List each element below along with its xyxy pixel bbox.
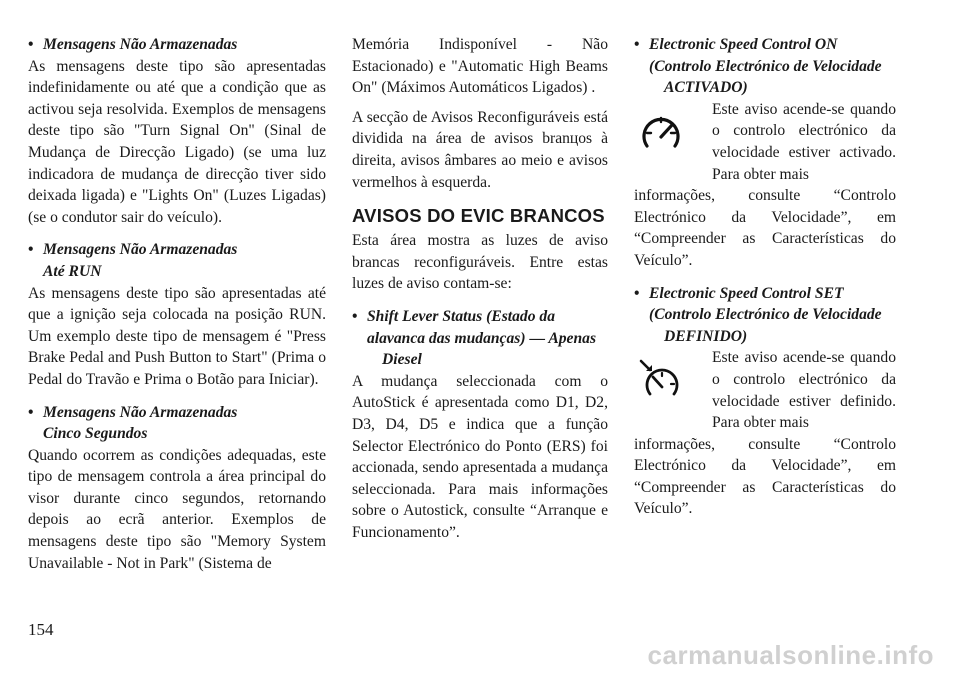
paragraph: A secção de Avisos Reconfiguráveis está dividida na área de avisos branцos à direita, avisos âmbares ao meio e avisos vermelhos à esquerda.	[352, 108, 608, 191]
bullet-icon: •	[28, 403, 34, 421]
bullet-title: Mensagens Não Armazenadas	[43, 241, 238, 259]
paragraph: Este aviso acende-se quando o controlo electrónico da velocidade estiver definido. Para obter mais	[712, 349, 896, 432]
paragraph: Quando ocorrem as condições adequadas, este tipo de mensagem controla a área principal do visor durante cinco segundos, retornando depois ao ecrã anterior. Exemplos de mensagens deste tipo são "Memory System Unavailable - Not in Park" (Sistema de	[28, 446, 326, 572]
icon-paragraph	[634, 347, 896, 433]
paragraph: Este aviso acende-se quando o controlo electrónico da velocidade estiver activado. Para obter mais	[712, 100, 896, 183]
bullet-heading	[28, 239, 326, 282]
bullet-icon: •	[28, 241, 34, 259]
paragraph: As mensagens deste tipo são apresentadas indefinidamente ou até que a condição que as activou seja resolvida. Exemplos de mensagens deste tipo são "Turn Signal On" (Sinal de Mudança de Direcção Ligado) (se uma luz indicadora de mudança de direcção tiver sido deixada ligada) e "Lights On" (Luzes Ligadas) (se o condutor sair do veículo).	[28, 57, 326, 226]
bullet-title: Mensagens Não Armazenadas	[43, 36, 238, 53]
section-heading: AVISOS DO EVIC BRANCOS	[352, 205, 605, 227]
bullet-subtitle: Cinco Segundos	[43, 425, 148, 443]
icon-paragraph	[634, 99, 896, 185]
paragraph: informações, consulte “Controlo Electrónico da Velocidade”, em “Compreender as Características do Veículo”.	[634, 187, 896, 269]
bullet-title: Mensagens Não Armazenadas	[43, 403, 238, 421]
column-right	[634, 34, 896, 531]
bullet-title: Electronic Speed Control SET	[649, 284, 844, 302]
speedometer-set-icon	[638, 357, 684, 403]
paragraph: A mudança seleccionada com o AutoStick é apresentada como D1, D2, D3, D4, D5 e indica que a função Selector Electrónico do Ponto (ERS) foi accionada, sendo apresentada a mudança seleccionada. Para mais informações sobre o Autostick, consulte “Arranque e Funcionamento”.	[352, 372, 608, 541]
bullet-icon: •	[634, 284, 640, 302]
bullet-subtitle: alavanca das mudanças) — Apenas Diesel	[367, 329, 597, 369]
bullet-heading	[634, 34, 896, 99]
page-number: 154	[28, 620, 54, 639]
bullet-subtitle: (Controlo Electrónico de Velocidade DEFINIDO)	[649, 306, 882, 345]
paragraph: informações, consulte “Controlo Electrónico da Velocidade”, em “Compreender as Características do Veículo”.	[634, 435, 896, 518]
column-left	[28, 34, 326, 585]
bullet-icon: •	[28, 36, 34, 53]
bullet-heading	[28, 402, 326, 445]
bullet-title: Electronic Speed Control ON	[649, 36, 838, 53]
paragraph: Esta área mostra as luzes de aviso brancas reconfiguráveis. Entre estas luzes de aviso contam-se:	[352, 232, 608, 293]
bullet-heading	[28, 34, 326, 56]
bullet-subtitle: Até RUN	[43, 262, 102, 280]
column-middle	[352, 34, 608, 554]
bullet-heading	[634, 283, 896, 348]
bullet-icon: •	[634, 36, 640, 53]
paragraph: Memória Indisponível - Não Estacionado) e "Automatic High Beams On" (Máximos Automáticos Ligados) .	[352, 36, 608, 97]
bullet-subtitle: (Controlo Electrónico de Velocidade ACTIVADO)	[649, 57, 882, 97]
watermark: carmanualsonline.info	[647, 640, 934, 670]
speedometer-icon	[638, 109, 684, 155]
bullet-title: Shift Lever Status (Estado da	[367, 307, 556, 325]
bullet-icon: •	[352, 307, 358, 325]
bullet-heading	[352, 306, 608, 371]
paragraph: As mensagens deste tipo são apresentadas até que a ignição seja colocada na posição RUN. Um exemplo deste tipo de mensagem é "Press Brake Pedal and Push Button to Start" (Prima o Pedal do Travão e Prima o Botão para Iniciar).	[28, 284, 326, 388]
